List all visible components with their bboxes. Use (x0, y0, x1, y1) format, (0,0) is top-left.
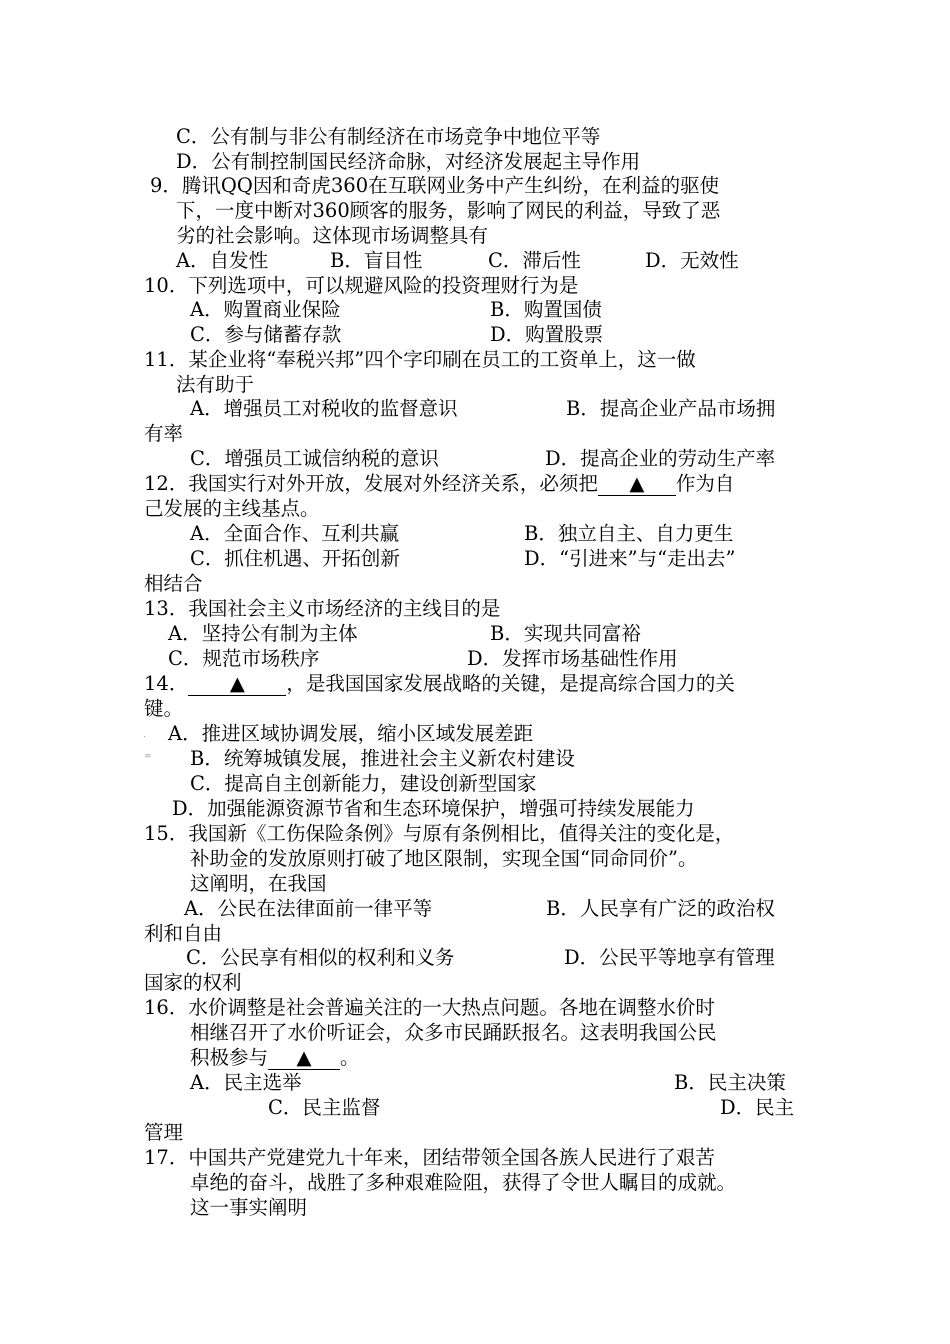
q11-stem: 11．某企业将“奉税兴邦”四个字印刷在员工的工资单上，这一做 (144, 348, 696, 371)
q12-stem-text: 12．我国实行对外开放，发展对外经济关系，必须把 (144, 472, 598, 495)
q16-option-c: C．民主监督 (268, 1096, 381, 1119)
q15-option-b-cont: 利和自由 (144, 922, 223, 945)
q11-option-a: A．增强员工对税收的监督意识 (190, 397, 458, 420)
q10-option-d: D．购置股票 (490, 323, 604, 346)
q15-option-d-cont: 国家的权利 (144, 971, 242, 994)
q15-option-d: D．公民平等地享有管理 (564, 946, 775, 969)
q13-stem: 13．我国社会主义市场经济的主线目的是 (144, 597, 501, 620)
q15-stem-line2: 补助金的发放原则打破了地区限制，实现全国“同命同价”。 (190, 847, 698, 870)
q12-option-b: B．独立自主、自力更生 (524, 522, 734, 545)
q16-stem-line2: 相继召开了水价听证会，众多市民踊跃报名。这表明我国公民 (190, 1021, 717, 1044)
q14-stem (144, 672, 735, 696)
q13-option-d: D．发挥市场基础性作用 (467, 647, 678, 670)
q16-stem-text: 积极参与 (190, 1046, 269, 1069)
option-8c: C．公有制与非公有制经济在市场竞争中地位平等 (176, 125, 601, 148)
q16-option-d: D．民主 (720, 1096, 795, 1119)
q14-option-b: B．统筹城镇发展，推进社会主义新农村建设 (190, 747, 575, 770)
q12-option-d: D．“引进来”与“走出去” (524, 547, 736, 570)
q12-blank: ▲ (598, 473, 676, 496)
q9-stem: 9．腾讯QQ因和奇虎360在互联网业务中产生纠纷，在利益的驱使 (150, 174, 720, 197)
q12-stem (144, 472, 734, 496)
q17-stem: 17．中国共产党建党九十年来，团结带领全国各族人民进行了艰苦 (144, 1146, 715, 1169)
q14-option-a: A．推进区域协调发展，缩小区域发展差距 (168, 722, 534, 745)
option-8d: D．公有制控制国民经济命脉，对经济发展起主导作用 (176, 150, 641, 173)
margin-mark: = (144, 752, 152, 762)
q15-stem: 15．我国新《工伤保险条例》与原有条例相比，值得关注的变化是， (144, 822, 735, 845)
q16-stem: 16．水价调整是社会普遍关注的一大热点问题。各地在调整水价时 (144, 996, 715, 1019)
q14-blank: ▲ (188, 673, 286, 696)
q17-stem-line3: 这一事实阐明 (190, 1196, 308, 1219)
q15-option-a: A．公民在法律面前一律平等 (184, 897, 433, 920)
q11-option-d: D．提高企业的劳动生产率 (545, 447, 776, 470)
q16-option-a: A．民主选举 (190, 1071, 302, 1094)
q10-option-b: B．购置国债 (490, 298, 602, 321)
q11-option-b: B．提高企业产品市场拥 (566, 397, 776, 420)
q9-option-d: D．无效性 (645, 249, 739, 272)
q15-option-c: C．公民享有相似的权利和义务 (186, 946, 455, 969)
q16-stem-line3 (190, 1046, 360, 1070)
q13-option-c: C．规范市场秩序 (168, 647, 320, 670)
q12-option-d-cont: 相结合 (144, 572, 203, 595)
q16-option-d-cont: 管理 (144, 1121, 184, 1144)
q12-stem-text-post: 作为自 (675, 472, 735, 495)
q13-option-a: A．坚持公有制为主体 (168, 622, 358, 645)
q14-option-d: D．加强能源资源节省和生态环境保护，增强可持续发展能力 (172, 797, 695, 820)
q16-blank: ▲ (268, 1047, 340, 1070)
q11-stem-line2: 法有助于 (176, 373, 255, 396)
q10-option-c: C．参与储蓄存款 (190, 323, 342, 346)
q11-option-b-cont: 有率 (144, 422, 184, 445)
q17-stem-line2: 卓绝的奋斗，战胜了多种艰难险阻，获得了令世人瞩目的成就。 (190, 1171, 737, 1194)
q9-stem-line3: 劣的社会影响。这体现市场调整具有 (176, 224, 489, 247)
q15-stem-line3: 这阐明，在我国 (190, 872, 327, 895)
q9-stem-line2: 下，一度中断对360顾客的服务，影响了网民的利益，导致了恶 (176, 199, 721, 222)
q9-option-c: C．滞后性 (488, 249, 581, 272)
q14-stem-line2: 键。 (144, 697, 184, 720)
q13-option-b: B．实现共同富裕 (490, 622, 641, 645)
q14-stem-text: ，是我国国家发展战略的关键，是提高综合国力的关 (286, 672, 735, 695)
q14-number: 14． (144, 672, 189, 695)
q11-option-c: C．增强员工诚信纳税的意识 (190, 447, 439, 470)
q16-stem-end: 。 (340, 1046, 360, 1069)
q9-option-a: A．自发性 (176, 249, 269, 272)
margin-mark: . (143, 730, 146, 740)
q9-option-b: B．盲目性 (330, 249, 423, 272)
q12-stem-line2: 己发展的主线基点。 (144, 497, 320, 520)
q12-option-c: C．抓住机遇、开拓创新 (190, 547, 400, 570)
q12-option-a: A．全面合作、互利共赢 (190, 522, 400, 545)
q15-option-b: B．人民享有广泛的政治权 (546, 897, 775, 920)
q14-option-c: C．提高自主创新能力，建设创新型国家 (190, 772, 537, 795)
q16-option-b: B．民主决策 (674, 1071, 786, 1094)
q10-option-a: A．购置商业保险 (190, 298, 341, 321)
q10-stem: 10．下列选项中，可以规避风险的投资理财行为是 (144, 274, 579, 297)
